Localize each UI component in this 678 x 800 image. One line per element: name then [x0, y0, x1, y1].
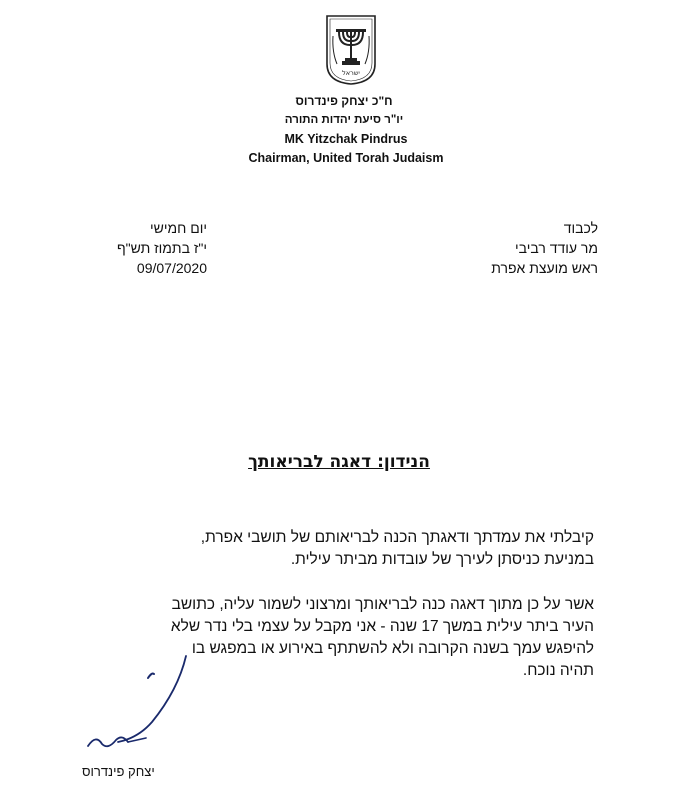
body-line: תהיה נוכח. — [522, 662, 594, 679]
letterhead — [0, 92, 678, 168]
recipient-block — [378, 218, 598, 278]
gregorian-date: 09/07/2020 — [136, 260, 207, 276]
handwritten-signature — [82, 650, 202, 760]
letterhead-name-he: ח"כ יצחק פינדרוס — [295, 94, 393, 108]
state-emblem-icon — [323, 12, 379, 86]
letterhead-name-en: MK Yitzchak Pindrus — [284, 132, 408, 146]
hebrew-date: י"ז בתמוז תש"ף — [116, 240, 207, 256]
body-paragraph-1 — [94, 527, 594, 571]
day-of-week: יום חמישי — [150, 220, 207, 236]
salutation: לכבוד — [563, 220, 598, 236]
body-line: אשר על כן מתוך דאגה כנה לבריאותך ומרצוני לשמור עליה, כתושב — [171, 596, 594, 613]
subject-line: הנידון: דאגה לבריאותך — [248, 452, 430, 472]
letterhead-role-en: Chairman, United Torah Judaism — [248, 151, 444, 165]
signatory-name: יצחק פינדרוס — [82, 764, 155, 779]
body-line: העיר ביתר עילית במשך 17 שנה - אני מקבל על עצמי בלי נדר שלא — [170, 618, 594, 635]
recipient-name: מר עודד רביבי — [515, 240, 598, 256]
recipient-title: ראש מועצת אפרת — [491, 260, 598, 276]
emblem-label: ישראל — [342, 69, 360, 77]
body-line: קיבלתי את עמדתך ודאגתך הכנה לבריאותם של תושבי אפרת, — [200, 529, 594, 546]
body-line: להיפגש עמך בשנה הקרובה ולא להשתתף באירוע או במפגש בו — [191, 640, 594, 657]
letterhead-role-he: יו"ר סיעת יהדות התורה — [284, 114, 404, 126]
body-line: במניעת כניסתן לעירך של עובדות מביתר עילית. — [290, 551, 594, 568]
date-block — [97, 218, 207, 278]
